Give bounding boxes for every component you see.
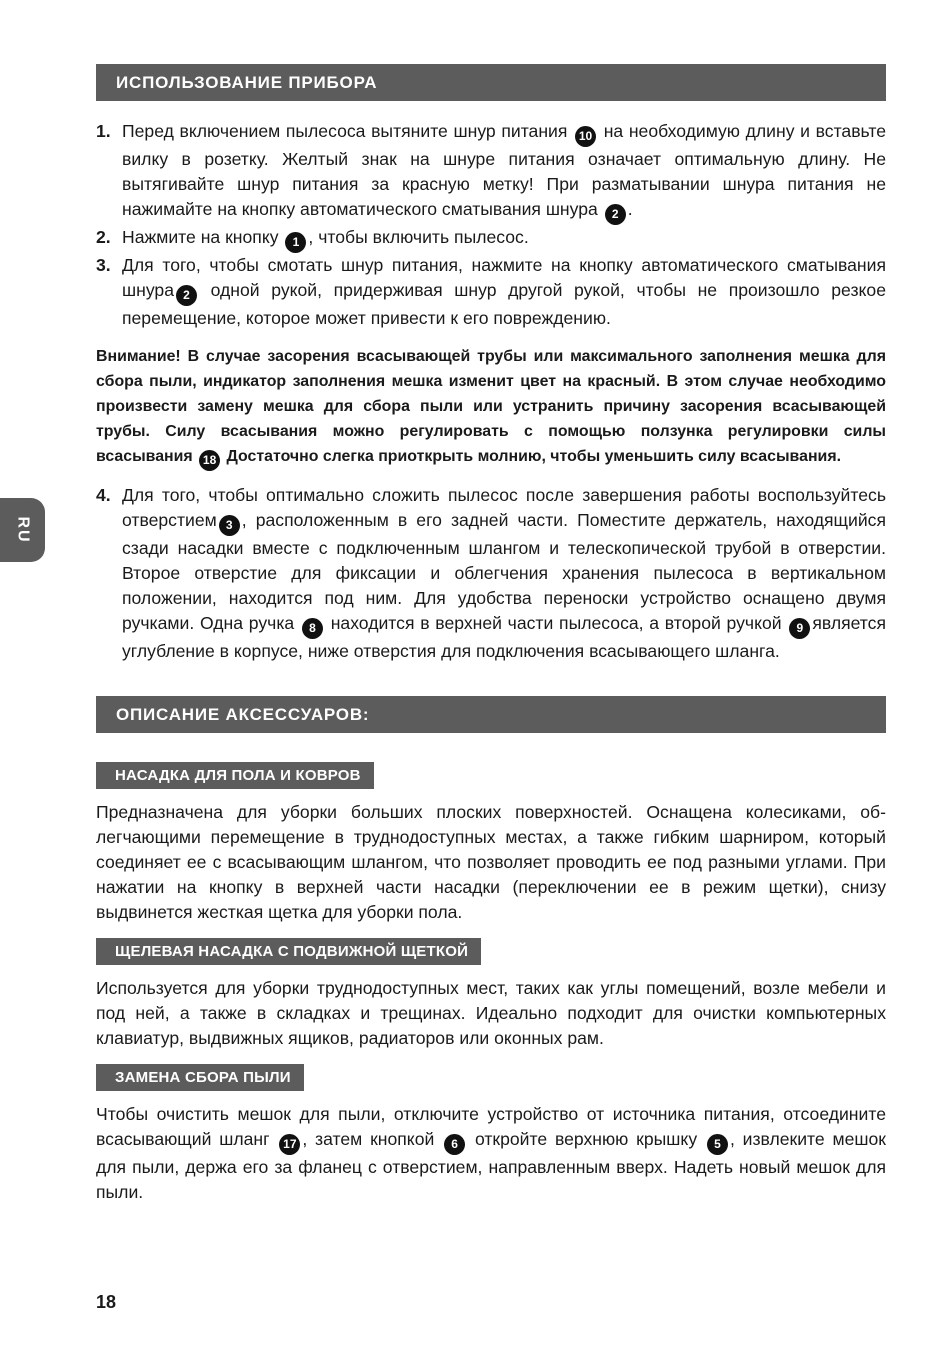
part-number-badge: 18 [199,450,220,471]
subsection-floor-nozzle [96,762,886,925]
step-4 [96,483,886,664]
usage-steps-list [96,119,886,331]
step-text-part: Для того, чтобы оптимально сложить пылесос после завершения работы воспользуйтесь отверстием [122,485,886,530]
step-text-part: Перед включением пылесоса вытяните шнур питания [122,121,574,141]
part-number-badge: 5 [707,1134,728,1155]
warning-text-part: Достаточно слегка приоткрыть молнию, чтобы уменьшить силу всасывания. [222,448,842,465]
section-heading-accessories: ОПИСАНИЕ АКСЕССУАРОВ: [96,696,886,733]
subsection-heading: НАСАДКА ДЛЯ ПОЛА И КОВРОВ [96,762,374,789]
step-number: 2. [96,227,111,247]
usage-steps-list-continued [96,483,886,664]
subsection-dust-bag [96,1064,886,1205]
subsection-text: Предназначена для уборки больших плоских поверхностей. Оснащена колесиками, облегчающими перемещение в труднодоступных местах, а также гибким шарниром, который соединяет ее с всасывающим шлангом, что позволяет проводить ее под разными углами. При нажатии на кнопку в верхней части насадки (переключении ее в режим щетки), снизу выдвинется жесткая щетка для уборки пола. [96,802,886,922]
step-text [122,225,886,253]
language-tab [0,498,45,562]
step-text [122,253,886,331]
part-number-badge: 1 [285,232,306,253]
step-3 [96,253,886,331]
part-number-badge: 9 [789,618,810,639]
step-number: 3. [96,255,111,275]
warning-text-part: Внимание! В случае засорения всасывающей трубы или максимального заполнения мешка для сбора пыли, индикатор заполнения мешка изменит цвет на красный. В этом случае необходимо произвести замену мешка для сбора пыли или устранить причину засорения всасывающей трубы. Силу всасывания можно регулировать с помощью ползунка регулировки силы всасывания [96,348,886,465]
step-text-part: . [627,199,633,219]
step-number: 1. [96,121,111,141]
step-text-part: Нажмите на кнопку [122,227,284,247]
subsection-text [96,1102,886,1205]
page-content [96,64,886,1205]
subsection-text: Используется для уборки труднодоступных мест, таких как углы помещений, возле мебели и под ней, а также в складках и трещинах. Идеально подходит для очистки компьютерных клавиатур, выдвижных ящиков, радиаторов или оконных рам. [96,978,886,1048]
part-number-badge: 3 [219,515,240,536]
subsection-heading: ЗАМЕНА СБОРА ПЫЛИ [96,1064,304,1091]
step-text-part: Для того, чтобы смотать шнур питания, нажмите на кнопку автоматического сматывания шнура [122,255,886,300]
part-number-badge: 2 [605,204,626,225]
text-part: откройте верхнюю крышку [467,1129,705,1149]
step-text-part: , расположенным в его задней части. Поместите держатель, находящийся сзади насадки вместе с подключенным шлангом и телескопической трубой в отверстии. Второе отверстие для фиксации и облегчения хранения пылесоса в вертикальном положении, находится под ним. Для удобства переноски устройство оснащено двумя ручками. Одна ручка [122,510,886,633]
part-number-badge: 17 [279,1134,300,1155]
section-heading-usage: ИСПОЛЬЗОВАНИЕ ПРИБОРА [96,64,886,101]
step-1 [96,119,886,225]
part-number-badge: 2 [176,285,197,306]
part-number-badge: 8 [302,618,323,639]
subsection-crevice-nozzle [96,938,886,1051]
page-number: 18 [96,1292,117,1312]
part-number-badge: 10 [575,126,596,147]
language-tab-label: RU [14,516,31,544]
text-part: , затем кнопкой [302,1129,443,1149]
step-text-part: находится в верхней части пылесоса, а второй ручкой [324,613,788,633]
step-text-part: является углубление в корпусе, ниже отверстия для подключения всасывающего шланга. [122,613,886,661]
warning-note [96,344,886,471]
step-text-part: , чтобы включить пылесос. [308,227,529,247]
step-text-part: одной рукой, придерживая шнур другой рукой, чтобы не произошло резкое перемещение, которое может привести к его повреждению. [122,280,886,328]
step-text [122,483,886,664]
step-text-part: на необходимую длину и вставьте вилку в розетку. Желтый знак на шнуре питания означает оптимальную длину. Не вытягивайте шнур питания за красную метку! При разматывании шнура питания не нажимайте на кнопку автоматического сматывания шнура [122,121,886,219]
text-part: Чтобы очистить мешок для пыли, отключите устройство от источника питания, отсоедините всасывающий шланг [96,1104,886,1149]
step-text [122,119,886,225]
text-part: , извлеките мешок для пыли, держа его за фланец с отверстием, направленным вверх. Надеть новый мешок для пыли. [96,1129,886,1202]
subsection-heading: ЩЕЛЕВАЯ НАСАДКА С ПОДВИЖНОЙ ЩЕТКОЙ [96,938,481,965]
part-number-badge: 6 [444,1134,465,1155]
step-number: 4. [96,485,111,505]
step-2 [96,225,886,253]
